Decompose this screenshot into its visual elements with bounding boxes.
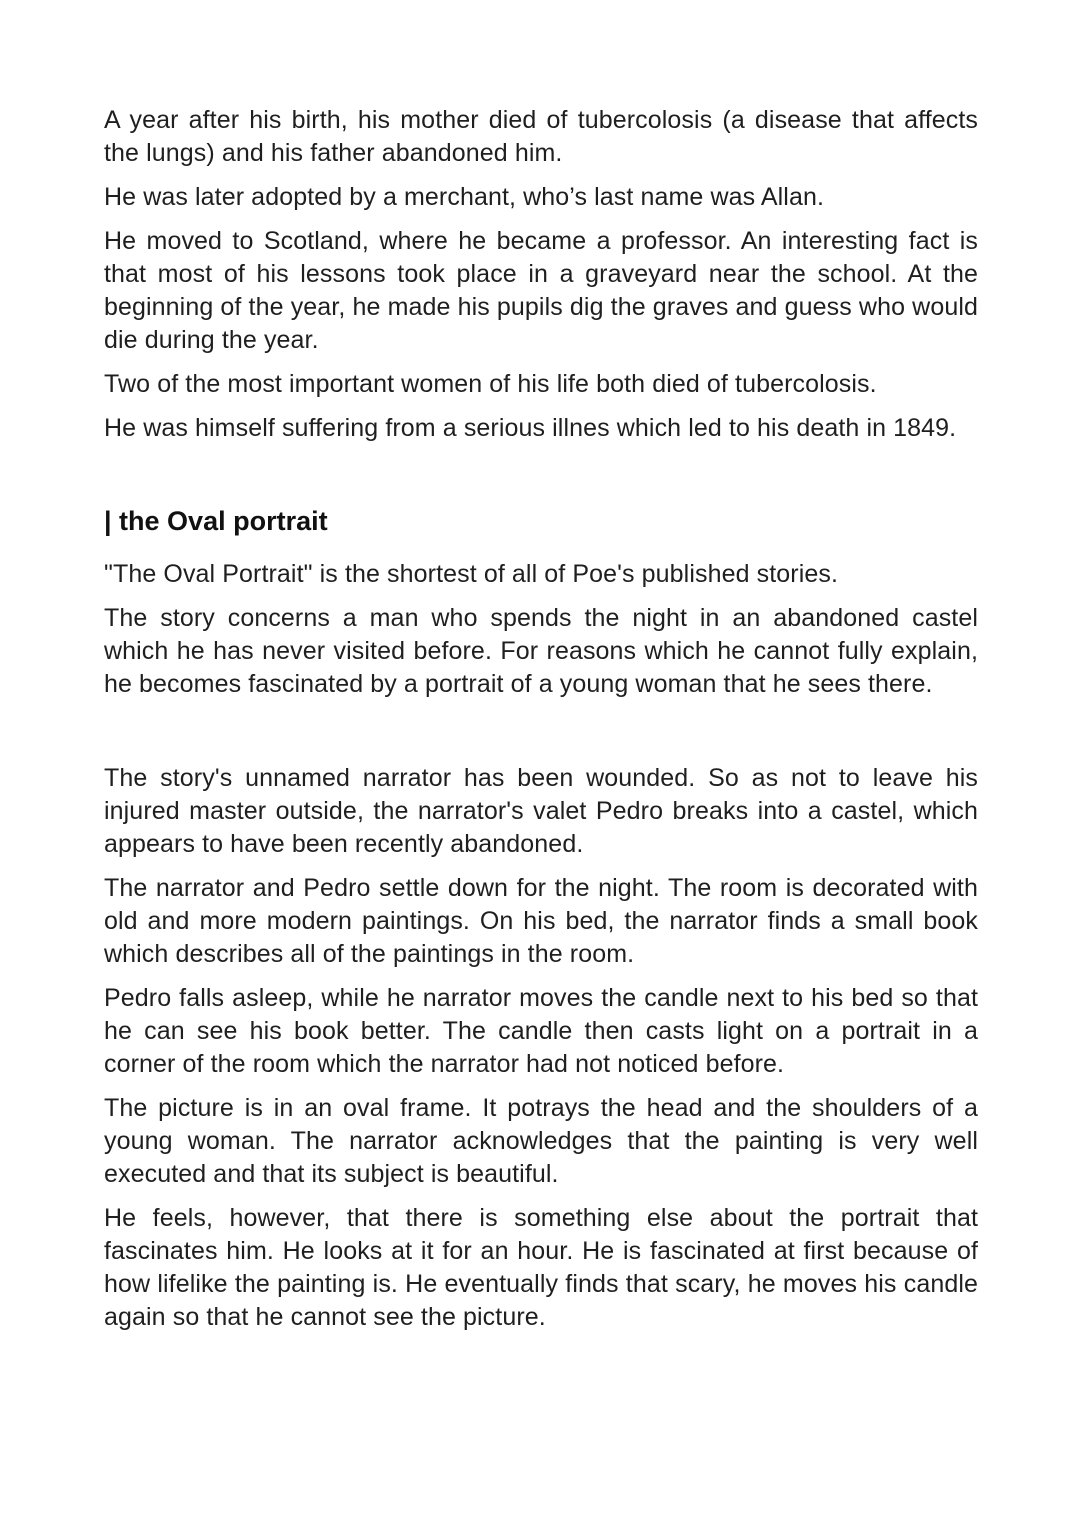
paragraph-shortest-story: "The Oval Portrait" is the shortest of all of Poe's published stories.: [104, 560, 839, 588]
biography-section: [104, 104, 978, 445]
paragraph-women: Two of the most important women of his life both died of tubercolosis.: [104, 370, 877, 398]
paragraph-candle: Pedro falls asleep, while he narrator moves the candle next to his bed so that he can see his book better. The candle then casts light on a portrait in a corner of the room which the narrator had not noticed before.: [104, 984, 978, 1078]
paragraph-story-concerns: The story concerns a man who spends the night in an abandoned castel which he has never visited before. For reasons which he cannot fully explain, he becomes fascinated by a portrait of a young woman that he sees there.: [104, 604, 978, 698]
paragraph-oval-frame: The picture is in an oval frame. It potrays the head and the shoulders of a young woman. The narrator acknowledges that the painting is very well executed and that its subject is beautiful.: [104, 1094, 978, 1188]
paragraph-narrator-wounded: The story's unnamed narrator has been wounded. So as not to leave his injured master outside, the narrator's valet Pedro breaks into a castel, which appears to have been recently abandoned.: [104, 764, 978, 858]
document-page: [104, 104, 978, 1345]
paragraph-death: He was himself suffering from a serious illnes which led to his death in 1849.: [104, 414, 957, 442]
paragraph-mother-death: A year after his birth, his mother died of tubercolosis (a disease that affects the lungs) and his father abandoned him.: [104, 106, 978, 167]
paragraph-settle-down: The narrator and Pedro settle down for the night. The room is decorated with old and more modern paintings. On his bed, the narrator finds a small book which describes all of the paintings in the room.: [104, 874, 978, 968]
paragraph-scotland: He moved to Scotland, where he became a professor. An interesting fact is that most of his lessons took place in a graveyard near the school. At the beginning of the year, he made his pupils dig the graves and guess who would die during the year.: [104, 227, 978, 354]
paragraph-fascinated: He feels, however, that there is something else about the portrait that fascinates him. He looks at it for an hour. He is fascinated at first because of how lifelike the painting is. He eventually finds that scary, he moves his candle again so that he cannot see the picture.: [104, 1204, 978, 1331]
paragraph-adoption: He was later adopted by a merchant, who’s last name was Allan.: [104, 183, 825, 211]
oval-portrait-section: [104, 504, 978, 1334]
section-heading: | the Oval portrait: [104, 506, 328, 536]
